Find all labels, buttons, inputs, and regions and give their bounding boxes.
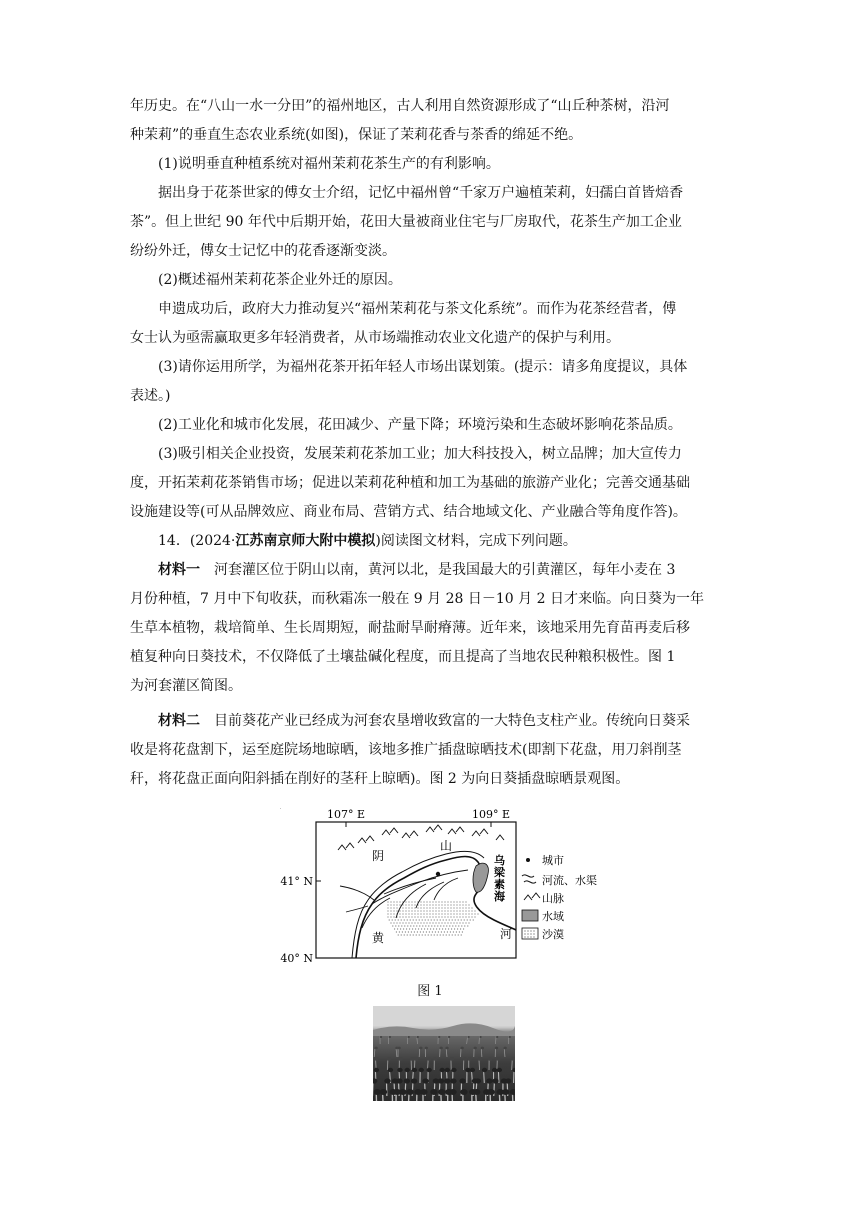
question-1: (1)说明垂直种植系统对福州茉莉花茶生产的有利影响。 — [158, 156, 500, 172]
shan-label: 山 — [440, 839, 453, 853]
text-line: 纷纷外迁，傅女士记忆中的花香逐渐变淡。 — [130, 243, 396, 259]
lat-label-41: 41° N — [280, 875, 313, 888]
mountain-symbols — [338, 825, 504, 850]
legend-desert-symbol — [522, 928, 538, 939]
figure-1-caption: 图 1 — [417, 984, 443, 999]
text-line: 女士认为亟需赢取更多年轻消费者，从市场端推动农业文化遗产的保护与利用。 — [130, 330, 620, 346]
lake-label-4: 海 — [494, 890, 505, 903]
legend-water-symbol — [522, 910, 538, 921]
text-line: 种茉莉”的垂直生态农业系统(如图)，保证了茉莉花香与茶香的绵延不绝。 — [130, 127, 583, 143]
text-line: 月份种植，7 月中下旬收获，而秋霜冻一般在 9 月 28 日－10 月 2 日才来临。向日葵为一年 — [130, 591, 704, 607]
material-2-label: 材料二 — [158, 713, 200, 729]
text-line: 生草本植物，栽培简单、生长周期短，耐盐耐旱耐瘠薄。近年来，该地采用先育苗再麦后移 — [130, 620, 690, 636]
lake-label-3: 素 — [494, 878, 505, 891]
text-line: 据出身于花茶世家的傅女士介绍，记忆中福州曾“千家万户遍植茉莉，妇孺白首皆焙香 — [158, 185, 684, 201]
desert-area — [280, 808, 281, 809]
source-close: ) — [375, 533, 381, 549]
legend-city-symbol — [526, 858, 530, 862]
question-instruction: 阅读图文材料，完成下列问题。 — [380, 533, 577, 549]
hetao-map-figure — [280, 808, 620, 968]
lon-label-107: 107° E — [326, 808, 366, 821]
sunflower-stalks — [373, 1036, 515, 1101]
legend-mountain-label: 山脉 — [542, 892, 564, 905]
answer-2: (2)工业化和城市化发展，花田减少、产量下降；环境污染和生态破坏影响花茶品质。 — [158, 417, 682, 433]
legend-water-label: 水域 — [542, 910, 564, 923]
legend-river-symbol — [522, 875, 534, 877]
text-line: 为河套灌区简图。 — [130, 678, 242, 694]
lon-label-109: 109° E — [471, 808, 511, 821]
passage-block — [130, 92, 730, 794]
text-line: 植复种向日葵技术，不仅降低了土壤盐碱化程度，而且提高了当地农民种粮积极性。图 1 — [130, 649, 676, 665]
lat-label-40: 40° N — [280, 952, 313, 965]
material-1-label: 材料一 — [158, 562, 200, 578]
legend-mountain-symbol — [524, 893, 540, 900]
text-line: 表述。) — [130, 388, 171, 404]
material-2-line — [130, 707, 730, 736]
text-line: 收是将花盘割下，运至庭院场地晾晒，该地多推广插盘晾晒技术(即割下花盘，用刀斜削茎 — [130, 742, 682, 758]
question-14-header — [130, 527, 730, 556]
text-line: 设施建设等(可从品牌效应、商业布局、营销方式、结合地域文化、产业融合等角度作答)。 — [130, 504, 687, 520]
lake-label-1: 乌 — [494, 854, 505, 867]
text-line: 河套灌区位于阴山以南，黄河以北，是我国最大的引黄灌区，每年小麦在 3 — [200, 562, 676, 578]
question-number: 14． — [158, 533, 190, 549]
lake-label-2: 梁 — [494, 866, 505, 879]
question-2: (2)概述福州茉莉花茶企业外迁的原因。 — [158, 272, 402, 288]
text-line: 年历史。在“八山一水一分田”的福州地区，古人利用自然资源形成了“山丘种茶树，沿河 — [130, 98, 670, 114]
text-line: 度，开拓茉莉花茶销售市场；促进以茉莉花种植和加工为基础的旅游产业化；完善交通基础 — [130, 475, 690, 491]
text-line: 秆，将花盘正面向阳斜插在削好的茎秆上晾晒)。图 2 为向日葵插盘晾晒景观图。 — [130, 771, 630, 787]
text-line: 目前葵花产业已经成为河套农垦增收致富的一大特色支柱产业。传统向日葵采 — [200, 713, 690, 729]
question-3: (3)请你运用所学，为福州花茶开拓年轻人市场出谋划策。(提示：请多角度提议，具体 — [158, 359, 688, 375]
material-1-line — [130, 556, 730, 585]
legend-city-label: 城市 — [542, 854, 564, 867]
text-line: 申遗成功后，政府大力推动复兴“福州茉莉花与茶文化系统”。而作为花茶经营者，傅 — [158, 301, 677, 317]
legend-river-label: 河流、水渠 — [542, 874, 597, 887]
sunflower-field-illustration — [373, 1006, 515, 1101]
huang-label: 黄 — [372, 931, 385, 945]
legend-desert-label: 沙漠 — [542, 928, 564, 941]
source-open: (2024· — [189, 533, 236, 549]
he-label: 河 — [500, 927, 513, 941]
sunflower-drying-photo — [373, 1006, 515, 1101]
yin-label: 阴 — [372, 849, 385, 863]
source-name: 江苏南京师大附中模拟 — [235, 533, 376, 549]
wuliangsuhai-lake — [473, 863, 488, 892]
city-dot — [436, 872, 440, 876]
hetao-map — [280, 808, 620, 968]
text-line: 茶”。但上世纪 90 年代中后期开始，花田大量被商业住宅与厂房取代，花茶生产加工企业 — [130, 214, 682, 230]
map-legend — [522, 854, 597, 941]
answer-3: (3)吸引相关企业投资，发展茉莉花茶加工业；加大科技投入，树立品牌；加大宣传力 — [158, 446, 682, 462]
